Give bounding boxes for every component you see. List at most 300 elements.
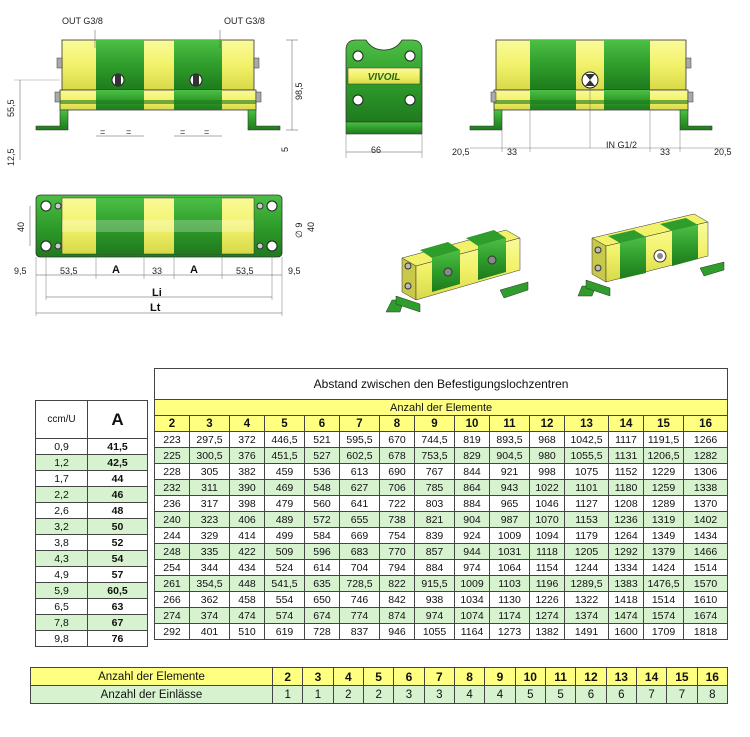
distance-cell: 822: [380, 576, 415, 592]
distance-cell: 670: [380, 432, 415, 448]
inlets-row-label: Anzahl der Einlässe: [31, 686, 273, 704]
front-view: [6, 16, 304, 166]
dim-66: 66: [371, 145, 382, 155]
distance-cell: 641: [340, 496, 380, 512]
distance-cell: 635: [305, 576, 340, 592]
distance-cell: 1424: [644, 560, 684, 576]
main-table-subtitle: Anzahl der Elemente: [155, 400, 728, 416]
distance-cell: 1476,5: [644, 576, 684, 592]
distance-cell: 1055: [415, 624, 455, 640]
distance-cell: 1289,5: [565, 576, 609, 592]
distance-cell: 446,5: [265, 432, 305, 448]
distance-cell: 317: [190, 496, 230, 512]
ccm-cell: 3,2: [36, 519, 88, 535]
distance-cell: 459: [265, 464, 305, 480]
distance-row: [155, 592, 728, 608]
distance-cell: 372: [230, 432, 265, 448]
distance-row: [155, 576, 728, 592]
distance-cell: 1264: [609, 528, 644, 544]
distance-cell: 1600: [609, 624, 644, 640]
distance-cell: 1273: [490, 624, 530, 640]
distance-cell: 650: [305, 592, 340, 608]
distance-cell: 980: [530, 448, 565, 464]
distance-cell: 819: [455, 432, 490, 448]
in-g12-label: IN G1/2: [606, 140, 638, 150]
distance-row: [155, 544, 728, 560]
displacement-table: [35, 400, 148, 647]
displacement-row: [36, 439, 148, 455]
ccm-cell: 2,2: [36, 487, 88, 503]
distance-cell: 1191,5: [644, 432, 684, 448]
distance-cell: 1491: [565, 624, 609, 640]
distance-cell: 1418: [609, 592, 644, 608]
distance-cell: 904: [455, 512, 490, 528]
distance-cell: 1274: [530, 608, 565, 624]
distance-cell: 1101: [565, 480, 609, 496]
distance-cell: 921: [490, 464, 530, 480]
distance-cell: 1131: [609, 448, 644, 464]
distance-cell: 1289: [644, 496, 684, 512]
a-value-cell: 52: [88, 535, 148, 551]
svg-text:=: =: [100, 127, 106, 137]
distance-cell: 254: [155, 560, 190, 576]
bottom-element-cell: 10: [515, 668, 545, 686]
out-left-label: OUT G3/8: [62, 16, 103, 26]
bottom-element-cell: 5: [363, 668, 393, 686]
main-table-title-row: [155, 369, 728, 400]
bottom-inlet-cell: 7: [636, 686, 666, 704]
distance-cell: 1514: [684, 560, 728, 576]
ccm-cell: 4,9: [36, 567, 88, 583]
distance-cell: 1229: [644, 464, 684, 480]
distance-cell: 323: [190, 512, 230, 528]
element-count-header: 16: [684, 416, 728, 432]
vivoil-logo: VIVOIL: [367, 72, 401, 83]
distance-cell: 1292: [609, 544, 644, 560]
distance-cell: 1118: [530, 544, 565, 560]
distance-cell: 1402: [684, 512, 728, 528]
distance-cell: 1094: [530, 528, 565, 544]
dim-li: Li: [152, 287, 162, 299]
distance-cell: 1042,5: [565, 432, 609, 448]
distance-cell: 974: [455, 560, 490, 576]
distance-cell: 1244: [565, 560, 609, 576]
distance-cell: 1379: [644, 544, 684, 560]
distance-cell: 683: [340, 544, 380, 560]
displacement-row: [36, 519, 148, 535]
bottom-element-cell: 13: [606, 668, 636, 686]
out-right-label: OUT G3/8: [224, 16, 265, 26]
element-count-header: 4: [230, 416, 265, 432]
distance-cell: 1370: [684, 496, 728, 512]
bottom-inlet-cell: 1: [273, 686, 303, 704]
distance-cell: 584: [305, 528, 340, 544]
a-value-cell: 46: [88, 487, 148, 503]
distance-cell: 422: [230, 544, 265, 560]
bottom-inlet-cell: 3: [394, 686, 424, 704]
bottom-element-cell: 15: [667, 668, 697, 686]
a-value-cell: 50: [88, 519, 148, 535]
distance-cell: 1466: [684, 544, 728, 560]
distance-cell: 479: [265, 496, 305, 512]
distance-cell: 753,5: [415, 448, 455, 464]
distance-cell: 774: [340, 608, 380, 624]
distance-row: [155, 624, 728, 640]
distance-cell: 1154: [530, 560, 565, 576]
distance-cell: 1674: [684, 608, 728, 624]
displacement-row: [36, 631, 148, 647]
distance-cell: 674: [305, 608, 340, 624]
distance-cell: 669: [340, 528, 380, 544]
dim-a-1: A: [112, 264, 120, 276]
a-value-cell: 42,5: [88, 455, 148, 471]
bottom-element-cell: 3: [303, 668, 333, 686]
distance-cell: 839: [415, 528, 455, 544]
elements-row: [31, 668, 728, 686]
ccm-cell: 7,8: [36, 615, 88, 631]
distance-cell: 987: [490, 512, 530, 528]
a-value-cell: 41,5: [88, 439, 148, 455]
element-count-header: 7: [340, 416, 380, 432]
distance-cell: 904,5: [490, 448, 530, 464]
distance-cell: 738: [380, 512, 415, 528]
distance-cell: 794: [380, 560, 415, 576]
bottom-element-cell: 7: [424, 668, 454, 686]
bottom-element-cell: 9: [485, 668, 515, 686]
distance-cell: 354,5: [190, 576, 230, 592]
distance-cell: 362: [190, 592, 230, 608]
distance-cell: 706: [380, 480, 415, 496]
bottom-inlet-cell: 4: [454, 686, 484, 704]
distance-cell: 1338: [684, 480, 728, 496]
distance-cell: 722: [380, 496, 415, 512]
distance-cell: 968: [530, 432, 565, 448]
dim-40-left: 40: [16, 221, 26, 232]
left-table-header: [36, 401, 148, 439]
bottom-element-cell: 12: [576, 668, 606, 686]
distance-cell: 499: [265, 528, 305, 544]
distance-cell: 1064: [490, 560, 530, 576]
element-count-header: 6: [305, 416, 340, 432]
a-value-cell: 60,5: [88, 583, 148, 599]
displacement-row: [36, 599, 148, 615]
distance-cell: 240: [155, 512, 190, 528]
iso-view-left: [386, 230, 528, 312]
ccm-cell: 2,6: [36, 503, 88, 519]
bottom-inlet-cell: 5: [515, 686, 545, 704]
svg-text:=: =: [126, 127, 132, 137]
elements-header-row: [155, 416, 728, 432]
a-value-cell: 54: [88, 551, 148, 567]
element-count-header: 2: [155, 416, 190, 432]
distance-cell: 1152: [609, 464, 644, 480]
displacement-row: [36, 551, 148, 567]
distance-cell: 1031: [490, 544, 530, 560]
dim-a-2: A: [190, 264, 198, 276]
side-view: [346, 40, 422, 158]
distance-cell: 244: [155, 528, 190, 544]
element-count-header: 13: [565, 416, 609, 432]
distance-cell: 1179: [565, 528, 609, 544]
distance-cell: 292: [155, 624, 190, 640]
distance-row: [155, 608, 728, 624]
svg-text:=: =: [180, 127, 186, 137]
distance-cell: 1434: [684, 528, 728, 544]
distance-cell: 344: [190, 560, 230, 576]
distance-cell: 414: [230, 528, 265, 544]
distance-cell: 1319: [644, 512, 684, 528]
elements-row-label: Anzahl der Elemente: [31, 668, 273, 686]
distance-cell: 627: [340, 480, 380, 496]
dim-dia-9: ∅ 9: [294, 222, 304, 238]
dim-53-5-right: 53,5: [236, 266, 254, 276]
bottom-inlet-cell: 7: [667, 686, 697, 704]
distance-cell: 1226: [530, 592, 565, 608]
distance-cell: 335: [190, 544, 230, 560]
iso-view-right: [578, 214, 724, 296]
distance-cell: 1322: [565, 592, 609, 608]
ccm-cell: 3,8: [36, 535, 88, 551]
distance-cell: 690: [380, 464, 415, 480]
distance-cell: 1306: [684, 464, 728, 480]
displacement-row: [36, 583, 148, 599]
distance-cell: 266: [155, 592, 190, 608]
displacement-row: [36, 567, 148, 583]
distance-cell: 924: [455, 528, 490, 544]
distance-cell: 374: [190, 608, 230, 624]
distance-cell: 1074: [455, 608, 490, 624]
distance-cell: 560: [305, 496, 340, 512]
distance-cell: 829: [455, 448, 490, 464]
distance-cell: 655: [340, 512, 380, 528]
distance-cell: 1206,5: [644, 448, 684, 464]
dim-33-left: 33: [507, 147, 518, 157]
distance-cell: 884: [415, 560, 455, 576]
distance-cell: 232: [155, 480, 190, 496]
distance-cell: 228: [155, 464, 190, 480]
element-count-header: 11: [490, 416, 530, 432]
element-count-header: 3: [190, 416, 230, 432]
distance-cell: 448: [230, 576, 265, 592]
distance-cell: 1130: [490, 592, 530, 608]
ccm-cell: 6,5: [36, 599, 88, 615]
distance-cell: 300,5: [190, 448, 230, 464]
distance-cell: 401: [190, 624, 230, 640]
distance-cell: 864: [455, 480, 490, 496]
distance-cell: 595,5: [340, 432, 380, 448]
distance-cell: 770: [380, 544, 415, 560]
ccm-cell: 9,8: [36, 631, 88, 647]
element-count-header: 15: [644, 416, 684, 432]
dim-33-right: 33: [660, 147, 671, 157]
distance-cell: 613: [340, 464, 380, 480]
distance-cell: 1334: [609, 560, 644, 576]
main-table-title: Abstand zwischen den Befestigungslochzentren: [155, 369, 728, 400]
inlets-row: [31, 686, 728, 704]
distance-cell: 274: [155, 608, 190, 624]
bottom-inlet-cell: 5: [545, 686, 575, 704]
distance-row: [155, 448, 728, 464]
distance-cell: 965: [490, 496, 530, 512]
technical-drawings: [0, 0, 750, 345]
displacement-row: [36, 455, 148, 471]
svg-text:=: =: [204, 127, 210, 137]
distance-cell: 1266: [684, 432, 728, 448]
distance-cell: 1382: [530, 624, 565, 640]
distance-cell: 946: [380, 624, 415, 640]
top-view: [14, 195, 316, 316]
distance-cell: 785: [415, 480, 455, 496]
dim-98-5: 98,5: [294, 82, 304, 100]
bottom-inlet-cell: 4: [485, 686, 515, 704]
distance-row: [155, 480, 728, 496]
main-table-subtitle-row: [155, 400, 728, 416]
distance-cell: 874: [380, 608, 415, 624]
distance-cell: 1570: [684, 576, 728, 592]
distance-cell: 884: [455, 496, 490, 512]
displacement-row: [36, 487, 148, 503]
distance-cell: 678: [380, 448, 415, 464]
distance-cell: 554: [265, 592, 305, 608]
distance-cell: 944: [455, 544, 490, 560]
bottom-element-cell: 16: [697, 668, 727, 686]
distance-cell: 1196: [530, 576, 565, 592]
distance-cell: 1818: [684, 624, 728, 640]
distance-cell: 382: [230, 464, 265, 480]
ccm-cell: 0,9: [36, 439, 88, 455]
distance-cell: 524: [265, 560, 305, 576]
ccm-cell: 1,7: [36, 471, 88, 487]
distance-cell: 390: [230, 480, 265, 496]
a-value-cell: 67: [88, 615, 148, 631]
distance-cell: 728: [305, 624, 340, 640]
distance-cell: 1046: [530, 496, 565, 512]
element-count-header: 14: [609, 416, 644, 432]
distance-cell: 728,5: [340, 576, 380, 592]
distance-row: [155, 528, 728, 544]
a-value-cell: 76: [88, 631, 148, 647]
elements-inlets-table: [30, 667, 728, 704]
element-count-header: 8: [380, 416, 415, 432]
distance-cell: 305: [190, 464, 230, 480]
distance-cell: 754: [380, 528, 415, 544]
distance-cell: 1075: [565, 464, 609, 480]
distance-row: [155, 560, 728, 576]
rear-view: [452, 40, 732, 157]
distance-cell: 574: [265, 608, 305, 624]
distance-cell: 1282: [684, 448, 728, 464]
distance-cell: 527: [305, 448, 340, 464]
distance-cell: 998: [530, 464, 565, 480]
distance-cell: 1349: [644, 528, 684, 544]
distance-cell: 619: [265, 624, 305, 640]
distance-cell: 1009: [455, 576, 490, 592]
distance-cell: 974: [415, 608, 455, 624]
dim-33-mid: 33: [152, 266, 163, 276]
distance-row: [155, 432, 728, 448]
distance-cell: 223: [155, 432, 190, 448]
distance-cell: 1164: [455, 624, 490, 640]
header-ccm: ccm/U: [36, 401, 88, 439]
distance-cell: 915,5: [415, 576, 455, 592]
bottom-element-cell: 14: [636, 668, 666, 686]
distance-row: [155, 464, 728, 480]
distance-cell: 1034: [455, 592, 490, 608]
dim-5: 5: [280, 146, 290, 152]
distance-cell: 469: [265, 480, 305, 496]
distance-cell: 893,5: [490, 432, 530, 448]
distance-cell: 1009: [490, 528, 530, 544]
header-a: A: [88, 401, 148, 439]
dim-20-5-right: 20,5: [714, 147, 732, 157]
distance-cell: 329: [190, 528, 230, 544]
distance-cell: 510: [230, 624, 265, 640]
distance-cell: 236: [155, 496, 190, 512]
distance-cell: 1022: [530, 480, 565, 496]
distance-cell: 1127: [565, 496, 609, 512]
distance-cell: 248: [155, 544, 190, 560]
bottom-inlet-cell: 3: [424, 686, 454, 704]
bottom-inlet-cell: 2: [363, 686, 393, 704]
displacement-row: [36, 503, 148, 519]
dim-9-5-right: 9,5: [288, 266, 301, 276]
distance-cell: 596: [305, 544, 340, 560]
a-value-cell: 48: [88, 503, 148, 519]
distance-cell: 767: [415, 464, 455, 480]
distance-cell: 943: [490, 480, 530, 496]
distance-cell: 1610: [684, 592, 728, 608]
dim-20-5-left: 20,5: [452, 147, 470, 157]
distance-cell: 1574: [644, 608, 684, 624]
distance-cell: 746: [340, 592, 380, 608]
distance-cell: 1514: [644, 592, 684, 608]
distance-cell: 398: [230, 496, 265, 512]
bottom-element-cell: 11: [545, 668, 575, 686]
distance-cell: 1055,5: [565, 448, 609, 464]
element-count-header: 9: [415, 416, 455, 432]
element-count-header: 10: [455, 416, 490, 432]
displacement-row: [36, 615, 148, 631]
distance-cell: 376: [230, 448, 265, 464]
distance-cell: 572: [305, 512, 340, 528]
bottom-element-cell: 6: [394, 668, 424, 686]
distance-cell: 1117: [609, 432, 644, 448]
dim-9-5-left: 9,5: [14, 266, 27, 276]
dim-40-right: 40: [306, 221, 316, 232]
distance-cell: 434: [230, 560, 265, 576]
distance-cell: 821: [415, 512, 455, 528]
hole-distance-table: [154, 368, 728, 640]
distance-cell: 261: [155, 576, 190, 592]
ccm-cell: 4,3: [36, 551, 88, 567]
bottom-inlet-cell: 6: [576, 686, 606, 704]
element-count-header: 12: [530, 416, 565, 432]
distance-cell: 938: [415, 592, 455, 608]
a-value-cell: 57: [88, 567, 148, 583]
ccm-cell: 5,9: [36, 583, 88, 599]
distance-cell: 837: [340, 624, 380, 640]
distance-cell: 406: [230, 512, 265, 528]
distance-cell: 844: [455, 464, 490, 480]
distance-cell: 1174: [490, 608, 530, 624]
distance-cell: 704: [340, 560, 380, 576]
distance-cell: 451,5: [265, 448, 305, 464]
element-count-header: 5: [265, 416, 305, 432]
distance-cell: 1205: [565, 544, 609, 560]
dim-12-5: 12,5: [6, 148, 16, 166]
distance-row: [155, 512, 728, 528]
distance-cell: 458: [230, 592, 265, 608]
